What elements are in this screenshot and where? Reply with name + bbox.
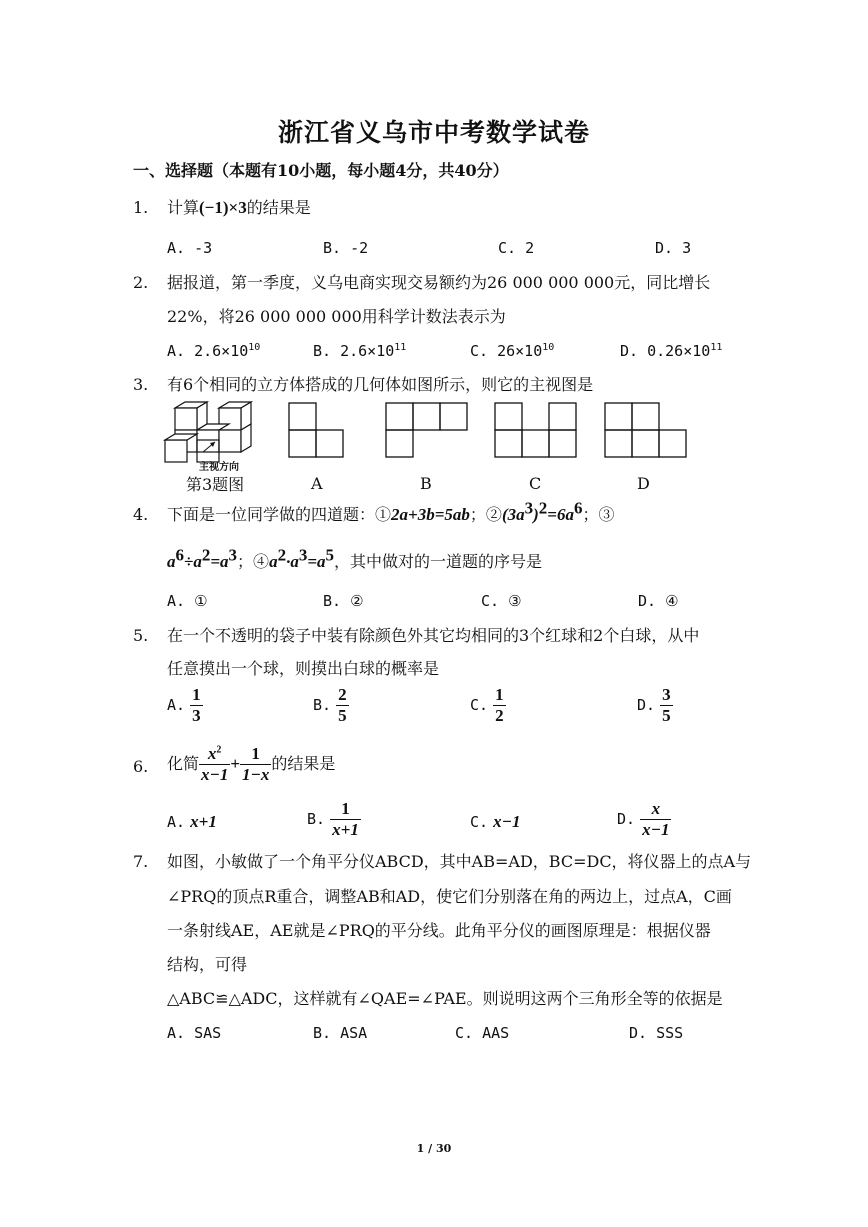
section-heading: 一、选择题（本题有10小题，每小题4分，共40分）: [133, 161, 509, 180]
question-text-line-4: 结构，可得: [167, 955, 248, 974]
option-d: D. ④: [638, 592, 679, 610]
option-a: A. x+1: [167, 812, 217, 831]
fraction: $\frac{x^2}{x-1}$: [201, 744, 229, 784]
option-d: D. 3: [655, 239, 692, 257]
option-d: D. $\frac{x}{x-1}$: [617, 799, 670, 839]
page-number: 1 / 30: [416, 1142, 452, 1155]
option-a: A. $2.6\times 10^{10}$: [167, 342, 261, 360]
question-text-line-3: 一条射线AE，AE就是∠PRQ的平分线。此角平分仪的画图原理是：根据仪器: [167, 921, 711, 940]
option-b-figure: [385, 402, 468, 458]
fraction: $\frac{2}{5}$: [338, 685, 347, 725]
option-b-label: B: [420, 474, 432, 493]
question-number: 5.: [133, 626, 149, 645]
option-c: C. $26\times 10^{10}$: [470, 342, 555, 360]
question-text-line-2: $a^6\div a^2=a^3$；$④a^2\cdot a^3=a^5$，其中做对的一道题的序号是: [167, 545, 543, 571]
text-pre: 计算: [167, 198, 200, 217]
question-number: 1.: [133, 198, 149, 217]
question-number: 2.: [133, 273, 149, 292]
option-a: A. -3: [167, 239, 213, 257]
math-expression: (−1)×3: [199, 198, 247, 217]
figure-caption: 第3题图: [186, 475, 245, 494]
option-b: B. ASA: [313, 1024, 368, 1042]
option-c: C. ③: [481, 592, 522, 610]
question-text-line-1: 如图，小敏做了一个角平分仪ABCD，其中AB=AD，BC=DC，将仪器上的点A与: [167, 852, 752, 871]
question-text-line-1: 据报道，第一季度，义乌电商实现交易额约为26 000 000 000元，同比增长: [167, 273, 711, 292]
question-text: 有6个相同的立方体搭成的几何体如图所示，则它的主视图是: [167, 375, 594, 394]
fraction: $\frac{3}{5}$: [662, 685, 671, 725]
option-b: B. $\frac{2}{5}$: [313, 685, 347, 725]
fraction: $\frac{x}{x-1}$: [642, 799, 670, 839]
question-text-line-1: 下面是一位同学做的四道题：①2a+3b=5ab；$②(3a^3)^2=6a^6$；③: [167, 498, 615, 524]
fraction: $\frac{1}{x+1}$: [332, 799, 359, 839]
option-b: B. $\frac{1}{x+1}$: [307, 799, 359, 839]
question-text-line-1: 在一个不透明的袋子中装有除颜色外其它均相同的3个红球和2个白球，从中: [167, 626, 700, 645]
question-text: [167, 198, 311, 218]
option-a-figure: [288, 402, 344, 458]
option-d-figure: [604, 402, 687, 458]
question-number: 3.: [133, 375, 149, 394]
option-d: D. SSS: [629, 1024, 684, 1042]
option-c-figure: [494, 402, 577, 458]
question-number: 4.: [133, 505, 149, 524]
text-post: 的结果是: [246, 198, 311, 217]
option-b: B. $2.6\times 10^{11}$: [313, 342, 407, 360]
option-d: D. $0.26\times 10^{11}$: [620, 342, 723, 360]
question-number: 6.: [133, 757, 149, 776]
question-text-line-5: △ABC≌△ADC，这样就有∠QAE=∠PAE。则说明这两个三角形全等的依据是: [167, 989, 723, 1008]
option-d: D. $\frac{3}{5}$: [637, 685, 671, 725]
question-text: 化简 $\frac{x^2}{x-1}$ + $\frac{1}{1-x}$ 的结果是: [167, 744, 336, 784]
option-a: A. $\frac{1}{3}$: [167, 685, 201, 725]
option-c: C. x−1: [470, 812, 521, 831]
option-c: C. AAS: [455, 1024, 510, 1042]
option-c: C. $\frac{1}{2}$: [470, 685, 504, 725]
option-d-label: D: [637, 474, 650, 493]
fraction: $\frac{1}{2}$: [495, 685, 504, 725]
option-b: B. ②: [323, 592, 364, 610]
option-a: A. ①: [167, 592, 208, 610]
question-text-line-2: ∠PRQ的顶点R重合，调整AB和AD，使它们分别落在角的两边上，过点A，C画: [167, 887, 732, 906]
option-c: C. 2: [498, 239, 535, 257]
fraction: $\frac{1}{1-x}$: [242, 744, 270, 784]
option-a-label: A: [311, 474, 323, 493]
view-direction-label: 主视方向: [199, 462, 239, 473]
question-text-line-2: 任意摸出一个球，则摸出白球的概率是: [167, 659, 440, 678]
option-b: B. -2: [323, 239, 369, 257]
option-c-label: C: [529, 474, 542, 493]
fraction: $\frac{1}{3}$: [192, 685, 201, 725]
question-text-line-2: 22%，将26 000 000 000用科学计数法表示为: [167, 307, 506, 326]
page-title: 浙江省义乌市中考数学试卷: [277, 118, 590, 147]
question-number: 7.: [133, 852, 149, 871]
option-a: A. SAS: [167, 1024, 222, 1042]
